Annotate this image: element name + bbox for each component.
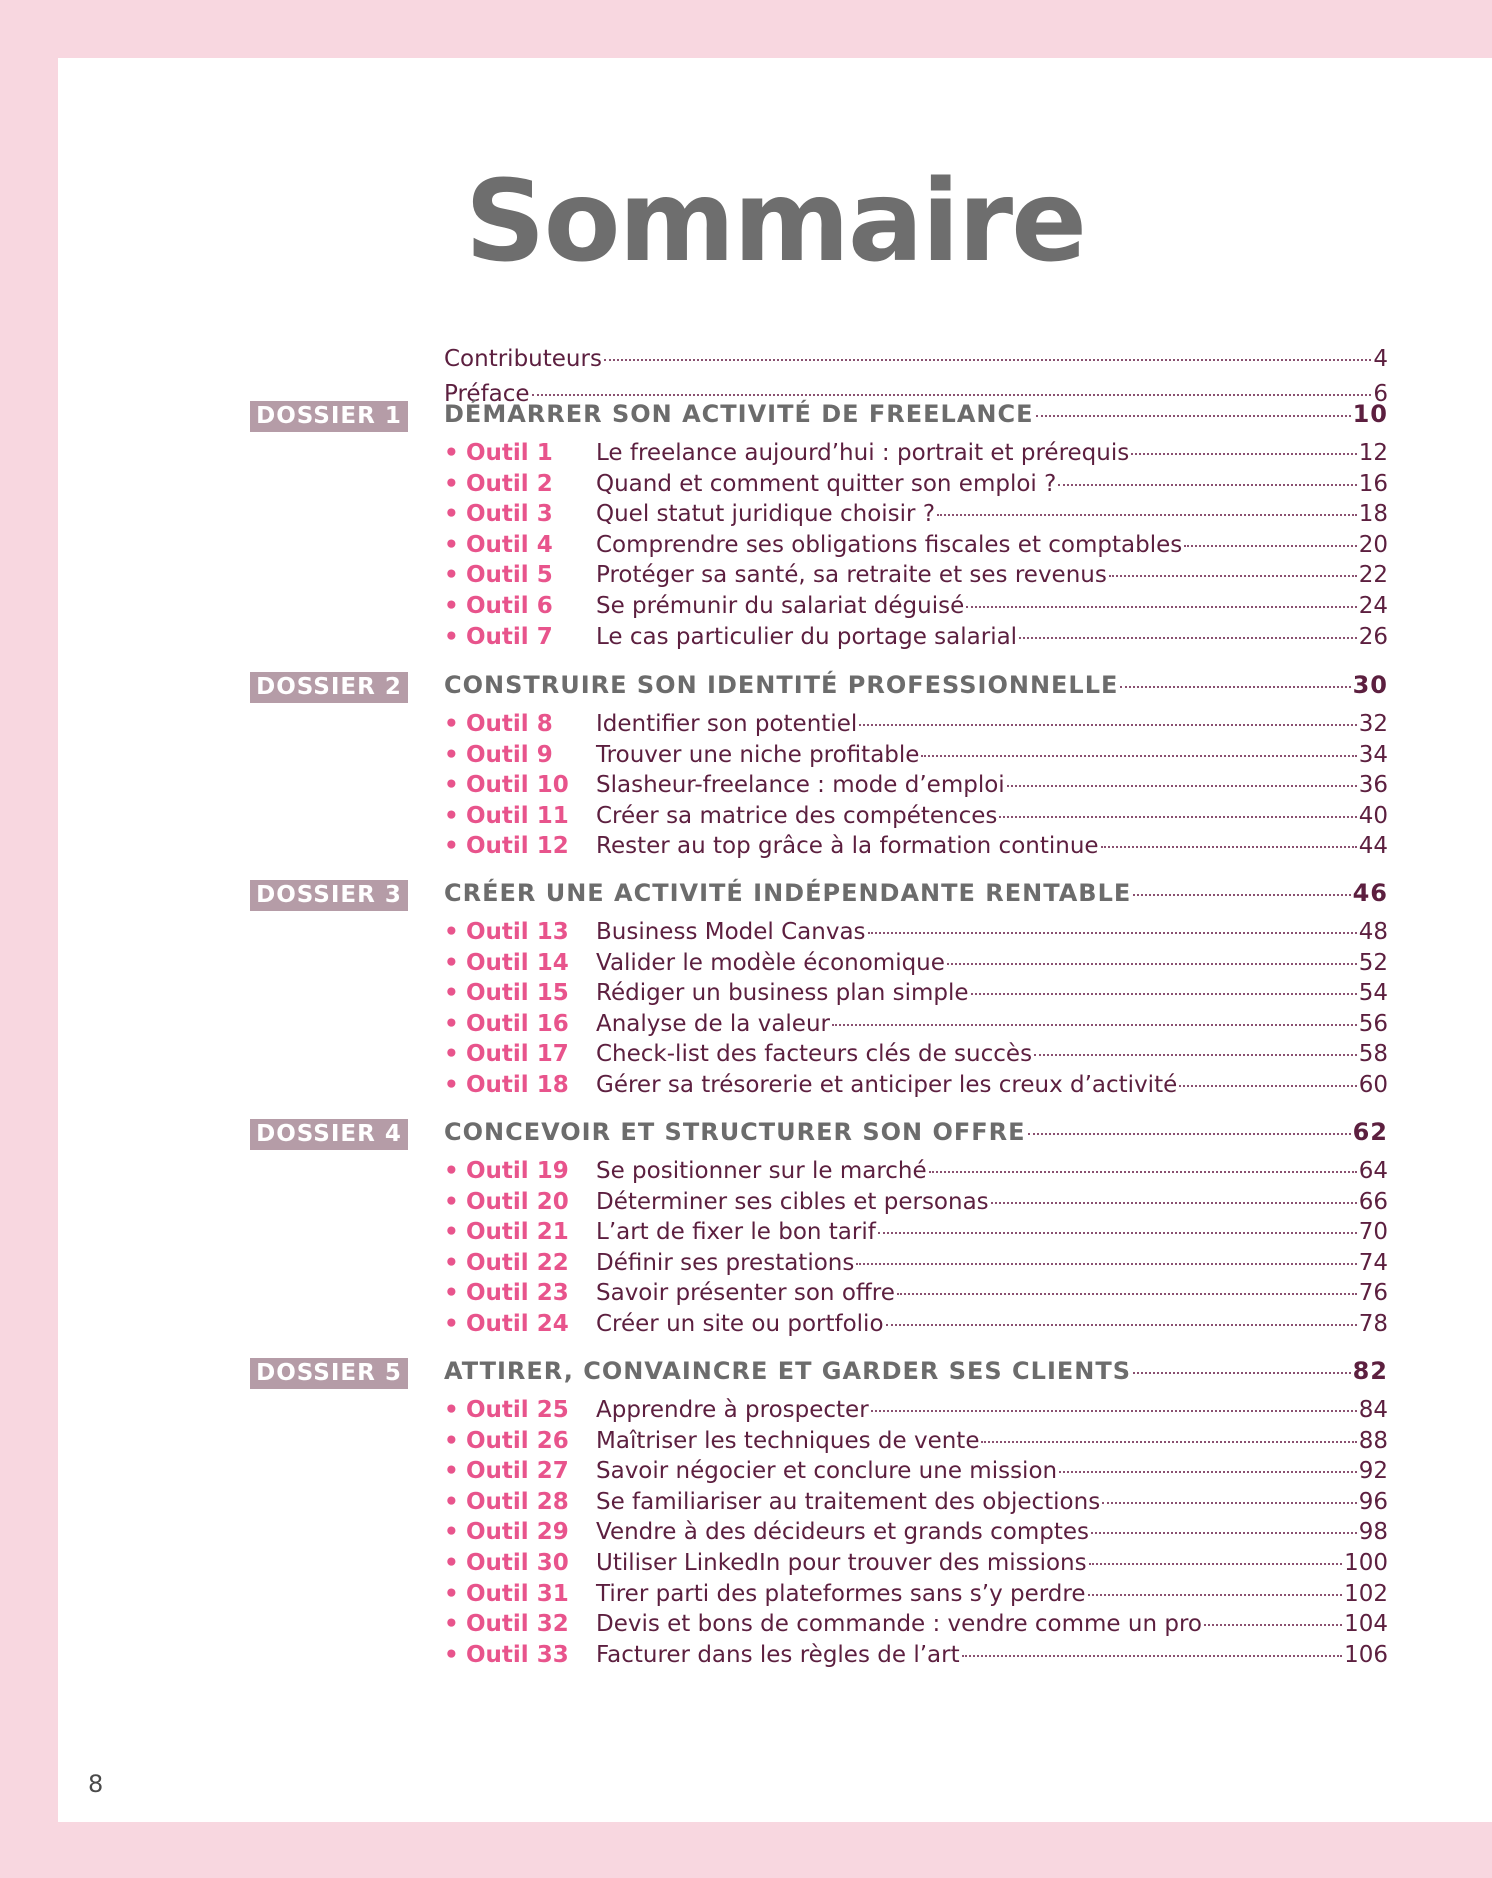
entry-title: Maîtriser les techniques de vente (596, 1428, 980, 1454)
dot-leader (1101, 846, 1357, 848)
dot-leader (1028, 1133, 1351, 1135)
entry-title: Se prémunir du salariat déguisé (596, 593, 965, 619)
bullet-icon: • (444, 919, 459, 945)
toc-entry[interactable] (444, 917, 1388, 947)
bullet-icon: • (444, 501, 459, 527)
dot-leader (999, 816, 1356, 818)
entry-title: Se positionner sur le marché (596, 1158, 927, 1184)
dot-leader (1184, 545, 1356, 547)
outil-label: Outil 7 (466, 624, 553, 650)
entry-page: 16 (1358, 471, 1388, 497)
outil-label: Outil 22 (466, 1250, 569, 1276)
bullet-icon: • (444, 1072, 459, 1098)
bullet-icon: • (444, 1397, 459, 1423)
dot-leader (1109, 575, 1357, 577)
outil-label: Outil 13 (466, 919, 569, 945)
dot-leader (1204, 1624, 1342, 1626)
entry-page: 10 (1352, 400, 1388, 428)
outil-label: Outil 14 (466, 950, 569, 976)
entry-title: CRÉER UNE ACTIVITÉ INDÉPENDANTE RENTABLE (444, 879, 1132, 907)
bullet-icon: • (444, 1642, 459, 1668)
entry-page: 56 (1358, 1011, 1388, 1037)
bullet-icon: • (444, 1550, 459, 1576)
entry-page: 24 (1358, 593, 1388, 619)
page (58, 58, 1492, 1822)
outil-label: Outil 15 (466, 980, 569, 1006)
toc-entry[interactable] (444, 469, 1388, 499)
toc-entry[interactable] (444, 1009, 1388, 1039)
dot-leader (1133, 894, 1350, 896)
toc-entry[interactable] (444, 530, 1388, 560)
dot-leader (604, 359, 1371, 361)
outil-label: Outil 25 (466, 1397, 569, 1423)
entry-title: Le freelance aujourd’hui : portrait et prérequis (596, 440, 1130, 466)
toc-entry[interactable] (444, 1548, 1388, 1578)
entry-page: 18 (1358, 501, 1388, 527)
outil-label: Outil 9 (466, 742, 553, 768)
entry-page: 64 (1358, 1158, 1388, 1184)
toc-entry[interactable] (444, 344, 1388, 374)
bullet-icon: • (444, 1280, 459, 1306)
bullet-icon: • (444, 711, 459, 737)
outil-label: Outil 26 (466, 1428, 569, 1454)
entry-title: Valider le modèle économique (596, 950, 945, 976)
toc-entry[interactable] (444, 801, 1388, 831)
bullet-icon: • (444, 742, 459, 768)
toc-entry[interactable] (444, 740, 1388, 770)
dot-leader (1034, 1054, 1357, 1056)
entry-title: Rédiger un business plan simple (596, 980, 969, 1006)
toc-entry[interactable] (444, 1579, 1388, 1609)
entry-title: CONCEVOIR ET STRUCTURER SON OFFRE (444, 1118, 1026, 1146)
entry-page: 106 (1344, 1642, 1388, 1668)
entry-page: 34 (1358, 742, 1388, 768)
entry-page: 36 (1358, 772, 1388, 798)
bullet-icon: • (444, 471, 459, 497)
entry-title: Créer un site ou portfolio (596, 1311, 884, 1337)
toc-entry[interactable] (444, 1609, 1388, 1639)
toc-entry[interactable] (444, 1278, 1388, 1308)
dot-leader (871, 1410, 1357, 1412)
outil-label: Outil 5 (466, 562, 553, 588)
dossier-badge: DOSSIER 4 (250, 1119, 408, 1150)
toc-entry[interactable] (444, 591, 1388, 621)
outil-label: Outil 24 (466, 1311, 569, 1337)
entry-title: Rester au top grâce à la formation continue (596, 833, 1099, 859)
toc-entry[interactable] (444, 1248, 1388, 1278)
outil-label: Outil 31 (466, 1581, 569, 1607)
entry-page: 32 (1358, 711, 1388, 737)
outil-label: Outil 12 (466, 833, 569, 859)
toc-entry[interactable] (444, 1456, 1388, 1486)
entry-title: Se familiariser au traitement des objections (596, 1489, 1101, 1515)
dot-leader (921, 755, 1356, 757)
dot-leader (859, 724, 1356, 726)
bullet-icon: • (444, 1189, 459, 1215)
dossier-title-row[interactable] (444, 399, 1388, 429)
toc-entry[interactable] (444, 499, 1388, 529)
entry-page: 44 (1358, 833, 1388, 859)
bullet-icon: • (444, 833, 459, 859)
entry-title: Facturer dans les règles de l’art (596, 1642, 960, 1668)
entry-page: 70 (1358, 1219, 1388, 1245)
entry-title: CONSTRUIRE SON IDENTITÉ PROFESSIONNELLE (444, 671, 1119, 699)
bullet-icon: • (444, 440, 459, 466)
bullet-icon: • (444, 1311, 459, 1337)
outil-label: Outil 4 (466, 532, 553, 558)
bullet-icon: • (444, 1250, 459, 1276)
outil-label: Outil 11 (466, 803, 569, 829)
dot-leader (1019, 637, 1357, 639)
dossier-badge: DOSSIER 2 (250, 672, 408, 703)
outil-label: Outil 17 (466, 1041, 569, 1067)
toc-entry[interactable] (444, 1156, 1388, 1186)
bullet-icon: • (444, 1611, 459, 1637)
bullet-icon: • (444, 950, 459, 976)
dot-leader (868, 932, 1357, 934)
entry-title: Comprendre ses obligations fiscales et comptables (596, 532, 1183, 558)
toc-entry[interactable] (444, 1395, 1388, 1425)
entry-title: Savoir négocier et conclure une mission (596, 1458, 1058, 1484)
bullet-icon: • (444, 980, 459, 1006)
entry-page: 48 (1358, 919, 1388, 945)
entry-title: Check-list des facteurs clés de succès (596, 1041, 1033, 1067)
entry-page: 4 (1373, 346, 1388, 372)
toc-entry[interactable] (444, 1217, 1388, 1247)
bullet-icon: • (444, 1519, 459, 1545)
entry-page: 100 (1344, 1550, 1388, 1576)
bullet-icon: • (444, 1458, 459, 1484)
bullet-icon: • (444, 1041, 459, 1067)
entry-title: Analyse de la valeur (596, 1011, 830, 1037)
outil-label: Outil 6 (466, 593, 553, 619)
entry-page: 88 (1358, 1428, 1388, 1454)
entry-title: ATTIRER, CONVAINCRE ET GARDER SES CLIENTS (444, 1357, 1132, 1385)
entry-title: DÉMARRER SON ACTIVITÉ DE FREELANCE (444, 400, 1034, 428)
toc-entry[interactable] (444, 1039, 1388, 1069)
entry-page: 60 (1358, 1072, 1388, 1098)
dot-leader (1179, 1085, 1356, 1087)
outil-label: Outil 29 (466, 1519, 569, 1545)
dot-leader (929, 1171, 1357, 1173)
entry-page: 102 (1344, 1581, 1388, 1607)
entry-page: 104 (1344, 1611, 1388, 1637)
entry-title: Apprendre à prospecter (596, 1397, 869, 1423)
toc-entry[interactable] (444, 622, 1388, 652)
toc-entry[interactable] (444, 438, 1388, 468)
dot-leader (1059, 1471, 1357, 1473)
entry-page: 58 (1358, 1041, 1388, 1067)
dot-leader (947, 963, 1357, 965)
dot-leader (1133, 1372, 1351, 1374)
dot-leader (832, 1024, 1357, 1026)
outil-label: Outil 3 (466, 501, 553, 527)
toc-entry[interactable] (444, 770, 1388, 800)
page-number: 8 (88, 1770, 104, 1798)
entry-title: Identifier son potentiel (596, 711, 858, 737)
outil-label: Outil 21 (466, 1219, 569, 1245)
dot-leader (966, 606, 1356, 608)
toc-entry[interactable] (444, 1640, 1388, 1670)
outil-label: Outil 30 (466, 1550, 569, 1576)
bullet-icon: • (444, 624, 459, 650)
toc-entry[interactable] (444, 560, 1388, 590)
entry-page: 52 (1358, 950, 1388, 976)
dossier-badge: DOSSIER 1 (250, 401, 408, 432)
dot-leader (897, 1293, 1357, 1295)
entry-title: Slasheur-freelance : mode d’emploi (596, 772, 1005, 798)
entry-page: 78 (1358, 1311, 1388, 1337)
outil-label: Outil 10 (466, 772, 569, 798)
entry-title: Business Model Canvas (596, 919, 866, 945)
outil-label: Outil 8 (466, 711, 553, 737)
entry-page: 26 (1358, 624, 1388, 650)
bullet-icon: • (444, 593, 459, 619)
dot-leader (1131, 453, 1356, 455)
bullet-icon: • (444, 803, 459, 829)
toc-entry[interactable] (444, 1426, 1388, 1456)
dot-leader (1120, 686, 1350, 688)
dot-leader (1102, 1502, 1357, 1504)
toc-entry[interactable] (444, 1187, 1388, 1217)
dot-leader (886, 1324, 1357, 1326)
bullet-icon: • (444, 532, 459, 558)
outil-label: Outil 33 (466, 1642, 569, 1668)
outil-label: Outil 2 (466, 471, 553, 497)
toc-entry[interactable] (444, 1070, 1388, 1100)
entry-title: Créer sa matrice des compétences (596, 803, 998, 829)
bullet-icon: • (444, 1158, 459, 1184)
dossier-title-row[interactable] (444, 878, 1388, 908)
entry-page: 96 (1358, 1489, 1388, 1515)
entry-page: 62 (1352, 1118, 1388, 1146)
outil-label: Outil 28 (466, 1489, 569, 1515)
bullet-icon: • (444, 562, 459, 588)
outil-label: Outil 32 (466, 1611, 569, 1637)
toc-entry[interactable] (444, 1487, 1388, 1517)
dot-leader (981, 1441, 1356, 1443)
dot-leader (962, 1655, 1343, 1657)
dot-leader (856, 1263, 1356, 1265)
entry-title: Utiliser LinkedIn pour trouver des missions (596, 1550, 1087, 1576)
bullet-icon: • (444, 772, 459, 798)
entry-title: Vendre à des décideurs et grands comptes (596, 1519, 1089, 1545)
bullet-icon: • (444, 1011, 459, 1037)
entry-title: Contributeurs (444, 346, 602, 372)
entry-title: Quel statut juridique choisir ? (596, 501, 936, 527)
dot-leader (1036, 415, 1351, 417)
outil-label: Outil 19 (466, 1158, 569, 1184)
bullet-icon: • (444, 1428, 459, 1454)
entry-page: 54 (1358, 980, 1388, 1006)
dot-leader (1091, 1532, 1357, 1534)
entry-page: 98 (1358, 1519, 1388, 1545)
entry-page: 20 (1358, 532, 1388, 558)
entry-page: 76 (1358, 1280, 1388, 1306)
bullet-icon: • (444, 1219, 459, 1245)
entry-title: Définir ses prestations (596, 1250, 855, 1276)
outil-label: Outil 18 (466, 1072, 569, 1098)
entry-title: Déterminer ses cibles et personas (596, 1189, 989, 1215)
toc-entry[interactable] (444, 978, 1388, 1008)
entry-title: Le cas particulier du portage salarial (596, 624, 1018, 650)
entry-title: Savoir présenter son offre (596, 1280, 895, 1306)
entry-page: 84 (1358, 1397, 1388, 1423)
dot-leader (937, 514, 1357, 516)
toc-entry[interactable] (444, 1309, 1388, 1339)
outil-label: Outil 20 (466, 1189, 569, 1215)
dot-leader (1089, 1563, 1342, 1565)
bullet-icon: • (444, 1489, 459, 1515)
toc-entry[interactable] (444, 831, 1388, 861)
outil-label: Outil 16 (466, 1011, 569, 1037)
dot-leader (532, 394, 1372, 396)
entry-title: Gérer sa trésorerie et anticiper les creux d’activité (596, 1072, 1178, 1098)
dot-leader (1058, 484, 1356, 486)
page-title: Sommaire (464, 157, 1086, 287)
entry-page: 66 (1358, 1189, 1388, 1215)
entry-page: 30 (1352, 671, 1388, 699)
toc-entry[interactable] (444, 709, 1388, 739)
bullet-icon: • (444, 1581, 459, 1607)
outil-label: Outil 23 (466, 1280, 569, 1306)
dossier-badge: DOSSIER 5 (250, 1358, 408, 1389)
dot-leader (878, 1232, 1357, 1234)
entry-title: Quand et comment quitter son emploi ? (596, 471, 1057, 497)
dossier-title-row[interactable] (444, 1117, 1388, 1147)
entry-page: 12 (1358, 440, 1388, 466)
entry-page: 46 (1352, 879, 1388, 907)
entry-page: 92 (1358, 1458, 1388, 1484)
entry-page: 40 (1358, 803, 1388, 829)
dossier-title-row[interactable] (444, 670, 1388, 700)
entry-title: Trouver une niche profitable (596, 742, 920, 768)
toc-entry[interactable] (444, 948, 1388, 978)
entry-page: 6 (1373, 381, 1388, 407)
dot-leader (991, 1202, 1357, 1204)
outil-label: Outil 27 (466, 1458, 569, 1484)
entry-page: 22 (1358, 562, 1388, 588)
toc-entry[interactable] (444, 1517, 1388, 1547)
dot-leader (1088, 1594, 1343, 1596)
dot-leader (971, 993, 1357, 995)
entry-title: Tirer parti des plateformes sans s’y perdre (596, 1581, 1086, 1607)
entry-page: 82 (1352, 1357, 1388, 1385)
dot-leader (1007, 785, 1357, 787)
entry-page: 74 (1358, 1250, 1388, 1276)
entry-title: L’art de fixer le bon tarif (596, 1219, 876, 1245)
entry-title: Devis et bons de commande : vendre comme un pro (596, 1611, 1202, 1637)
dossier-badge: DOSSIER 3 (250, 880, 408, 911)
entry-title: Préface (444, 381, 530, 407)
dossier-title-row[interactable] (444, 1356, 1388, 1386)
outil-label: Outil 1 (466, 440, 553, 466)
entry-title: Protéger sa santé, sa retraite et ses revenus (596, 562, 1107, 588)
